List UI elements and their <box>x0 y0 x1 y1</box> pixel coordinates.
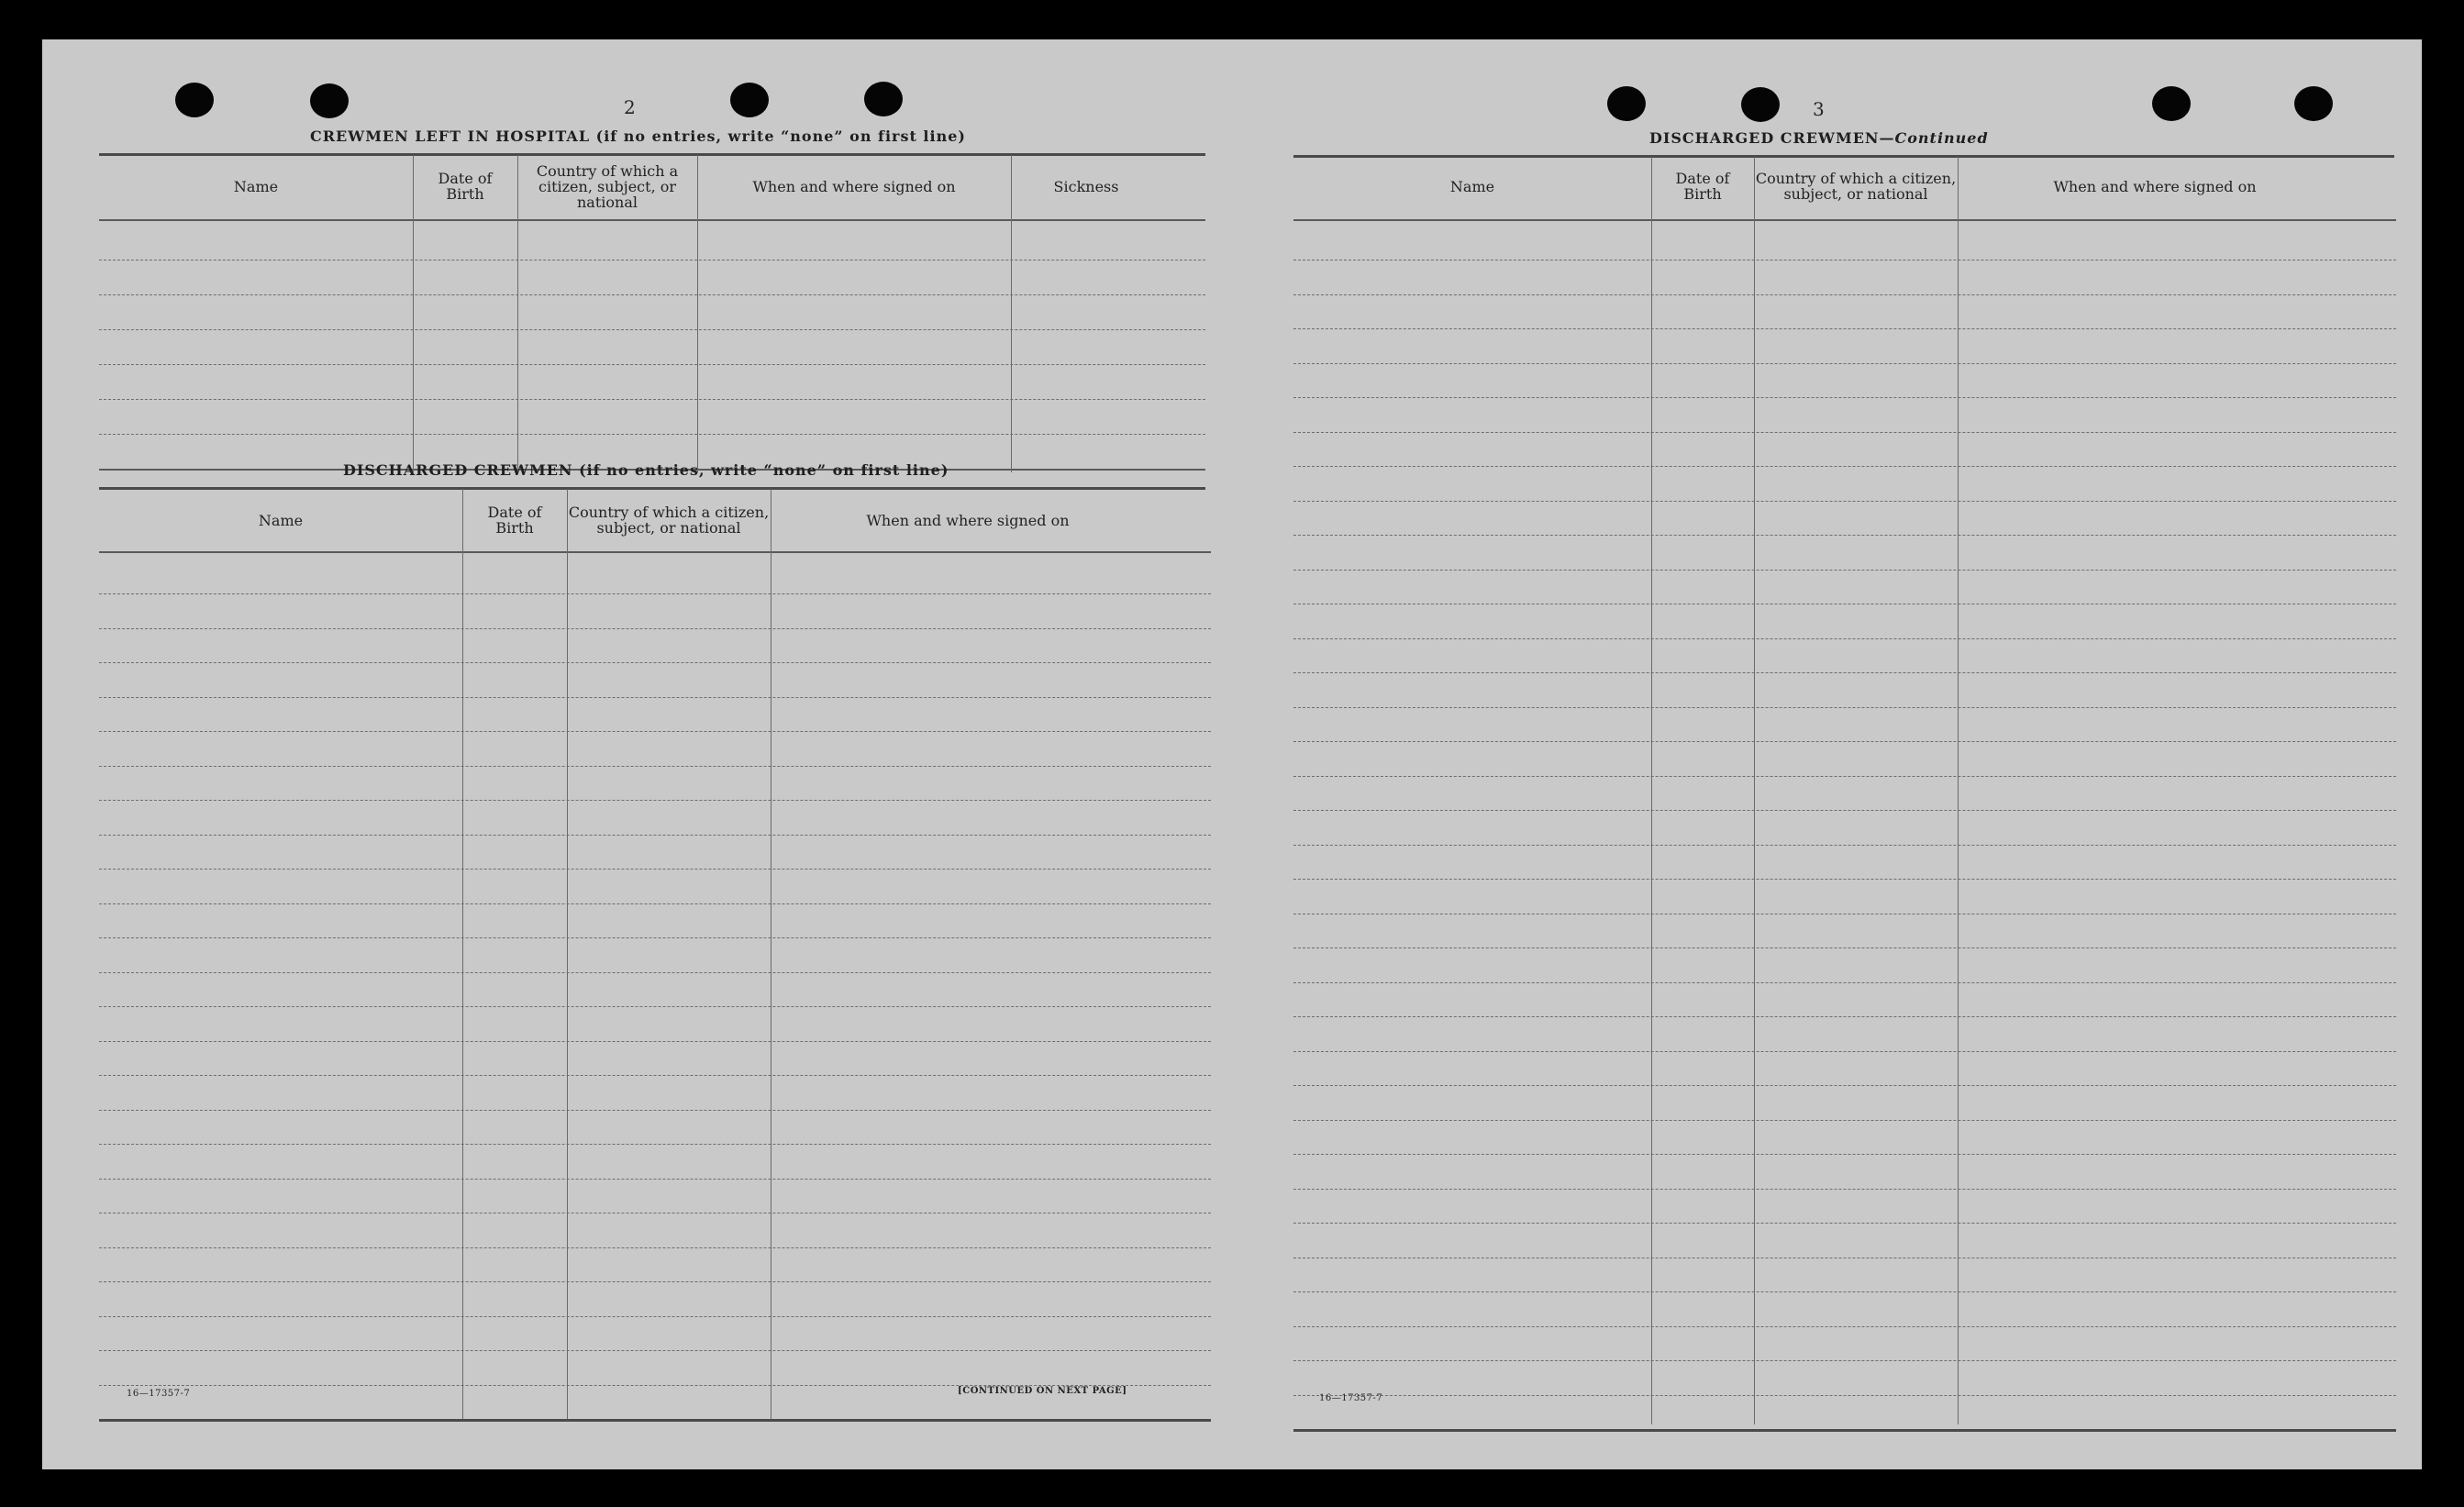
ruled-line <box>99 937 1211 938</box>
page-number-right: 3 <box>1813 98 1825 120</box>
column-header-sickness: Sickness <box>1053 177 1119 195</box>
column-header-signed-on: When and where signed on <box>752 177 956 195</box>
ruled-line <box>1293 1189 2396 1190</box>
column-header-signed-on: When and where signed on <box>866 511 1070 529</box>
column-header-name: Name <box>1449 177 1495 195</box>
ruled-line <box>1293 845 2396 846</box>
ruled-line <box>99 628 1211 629</box>
ruled-line <box>99 294 1205 295</box>
column-divider <box>1011 155 1012 472</box>
ruled-line <box>99 766 1211 767</box>
ruled-line <box>99 1281 1211 1282</box>
punch-hole <box>175 83 214 117</box>
punch-hole <box>730 83 769 117</box>
ruled-line <box>99 835 1211 836</box>
ruled-line <box>99 399 1205 400</box>
form-number-left: 16—17357-7 <box>127 1389 191 1399</box>
ruled-line <box>1293 570 2396 571</box>
ruled-line <box>99 593 1211 594</box>
ruled-line <box>1293 466 2396 467</box>
ruled-line <box>99 1316 1211 1317</box>
ruled-line <box>99 800 1211 801</box>
column-divider <box>413 155 414 472</box>
right-section-title <box>1649 129 1989 147</box>
ruled-line <box>1293 432 2396 433</box>
continued-note: [CONTINUED ON NEXT PAGE] <box>958 1386 1127 1396</box>
ruled-line <box>99 972 1211 973</box>
ruled-line <box>1293 363 2396 364</box>
ruled-line <box>1293 1395 2396 1396</box>
ruled-line <box>1293 1154 2396 1155</box>
punch-hole <box>310 83 349 118</box>
ruled-line <box>1293 1016 2396 1017</box>
column-divider <box>567 489 568 1419</box>
ruled-line <box>1293 501 2396 502</box>
ruled-line <box>99 1144 1211 1145</box>
right-section-title-continued: Continued <box>1894 129 1989 147</box>
column-divider <box>1651 157 1652 1424</box>
ruled-line <box>1293 1085 2396 1086</box>
column-header-name: Name <box>258 511 304 529</box>
ruled-line <box>99 1247 1211 1248</box>
column-header-name: Name <box>233 177 279 195</box>
ruled-line <box>1293 776 2396 777</box>
rule <box>99 153 1205 156</box>
ruled-line <box>99 697 1211 698</box>
ruled-line <box>1293 982 2396 983</box>
ruled-line <box>99 1350 1211 1351</box>
ruled-line <box>99 731 1211 732</box>
ruled-line <box>99 1041 1211 1042</box>
ruled-line <box>99 662 1211 663</box>
ruled-line <box>1293 535 2396 536</box>
ruled-line <box>1293 397 2396 398</box>
ruled-line <box>99 1006 1211 1007</box>
ruled-line <box>1293 1291 2396 1292</box>
rule <box>1293 155 2394 158</box>
column-divider <box>697 155 698 472</box>
punch-hole <box>2152 86 2191 121</box>
column-header-date-of-birth: Date of Birth <box>438 170 493 203</box>
ruled-line <box>1293 294 2396 295</box>
rule <box>99 487 1205 490</box>
ruled-line <box>1293 1223 2396 1224</box>
column-divider <box>1958 157 1959 1424</box>
ruled-line <box>99 869 1211 870</box>
discharged-section-title: DISCHARGED CREWMEN (if no entries, write “none” on first line) <box>343 461 949 479</box>
ruled-line <box>99 329 1205 330</box>
column-header-country: Country of which a citizen, subject, or national <box>568 504 770 537</box>
column-header-date-of-birth: Date of Birth <box>487 504 542 537</box>
ruled-line <box>99 1110 1211 1111</box>
ruled-line <box>1293 638 2396 639</box>
punch-hole <box>864 82 903 116</box>
ruled-line <box>99 903 1211 904</box>
ruled-line <box>1293 1360 2396 1361</box>
ruled-line <box>1293 1326 2396 1327</box>
column-divider <box>462 489 463 1419</box>
ruled-line <box>1293 219 2396 221</box>
ruled-line <box>1293 741 2396 742</box>
ruled-line <box>1293 328 2396 329</box>
ruled-line <box>99 434 1205 435</box>
right-section-title-main: DISCHARGED CREWMEN— <box>1649 129 1895 147</box>
punch-hole <box>1607 86 1646 121</box>
column-header-country: Country of which a citizen, subject, or national <box>536 161 679 211</box>
punch-hole <box>2294 86 2333 121</box>
column-divider <box>1754 157 1755 1424</box>
column-header-country: Country of which a citizen, subject, or national <box>1755 170 1957 203</box>
ruled-line <box>1293 1120 2396 1121</box>
ruled-line <box>1293 707 2396 708</box>
ruled-line <box>99 1075 1211 1076</box>
ruled-line <box>99 1179 1211 1180</box>
ruled-line <box>1293 1051 2396 1052</box>
hospital-section-title: CREWMEN LEFT IN HOSPITAL (if no entries, write “none” on first line) <box>310 127 966 145</box>
ruled-line <box>99 364 1205 365</box>
form-number-right: 16—17357-7 <box>1319 1393 1383 1403</box>
ruled-line <box>1293 879 2396 880</box>
ruled-line <box>1293 1429 2396 1432</box>
column-header-signed-on: When and where signed on <box>2053 177 2257 195</box>
ruled-line <box>99 551 1211 553</box>
column-header-date-of-birth: Date of Birth <box>1675 170 1730 203</box>
ruled-line <box>1293 810 2396 811</box>
ruled-line <box>99 219 1205 221</box>
page-number-left: 2 <box>624 96 636 118</box>
ruled-line <box>1293 672 2396 673</box>
column-divider <box>517 155 518 472</box>
ruled-line <box>99 1419 1211 1422</box>
punch-hole <box>1741 87 1780 122</box>
form-sheet <box>42 39 2422 1469</box>
ruled-line <box>1293 947 2396 948</box>
